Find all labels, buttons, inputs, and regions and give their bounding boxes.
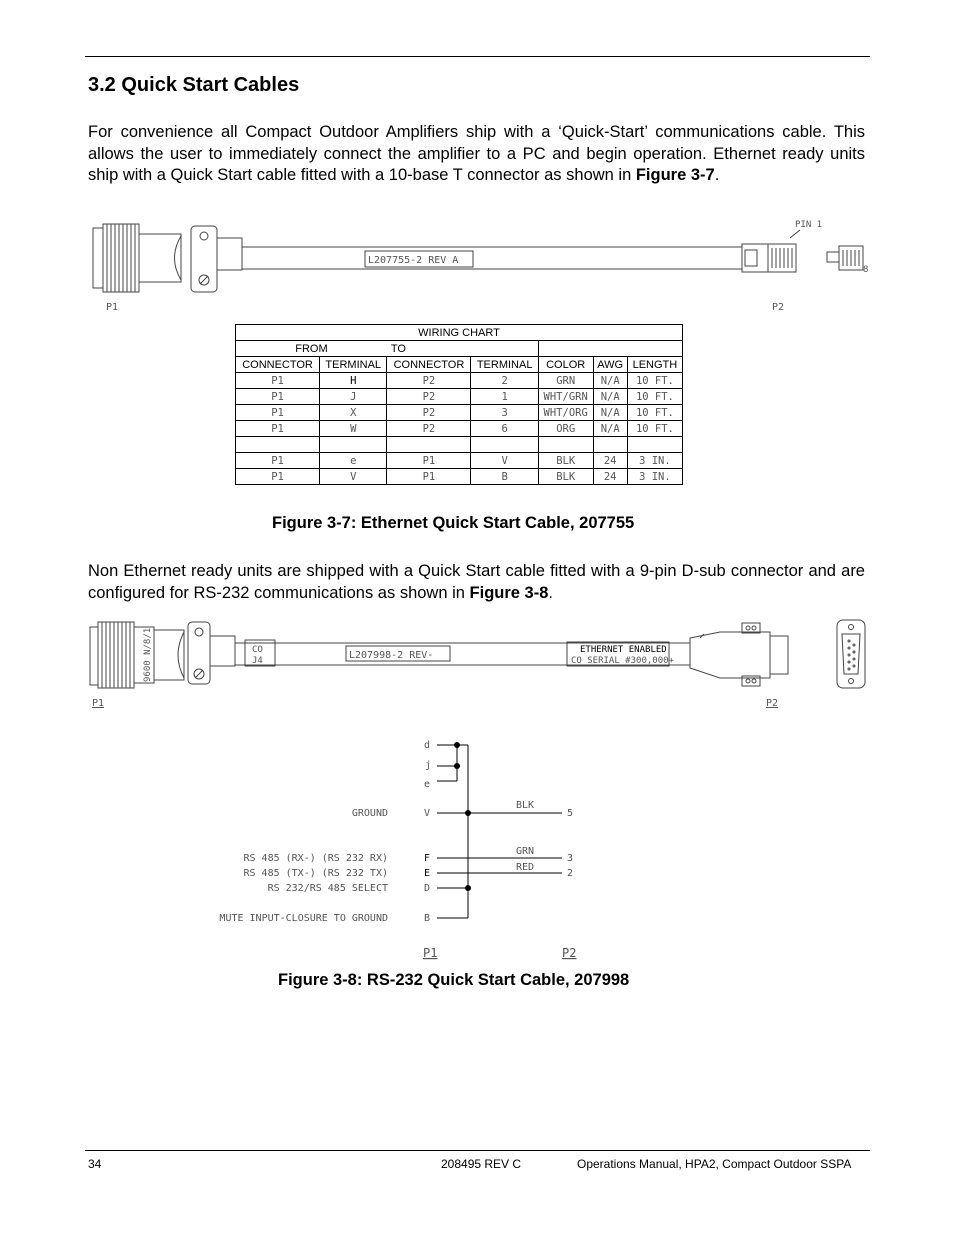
mute-label: MUTE INPUT-CLOSURE TO GROUND [219,913,388,924]
table-cell: 3 [471,405,538,421]
table-cell: N/A [593,421,627,437]
intro-text: For convenience all Compact Outdoor Amplifiers ship with a ‘Quick-Start’ communications cable. This allows the user to immediately connect the amplifier to a PC and begin operation. Ethernet ready units ship with a Quick Start cable fitted with a 10-base T connector as shown in [88,123,865,184]
table-cell: J [320,389,387,405]
figure-3-7-ref: Figure 3-7 [635,166,715,184]
table-cell: 24 [593,453,627,469]
table-cell: H [320,373,387,389]
table-cell: 24 [593,469,627,485]
figure-3-8-ref: Figure 3-8 [469,583,549,602]
table-cell: P2 [387,389,471,405]
table-cell: WHT/GRN [538,389,593,405]
col-header: AWG [593,357,627,373]
table-cell: 10 FT. [627,389,682,405]
table-cell: ORG [538,421,593,437]
schematic-p2-label: P2 [562,946,577,960]
col-header: CONNECTOR [387,357,471,373]
figure-3-7-caption: Figure 3-7: Ethernet Quick Start Cable, 207755 [272,514,635,532]
table-cell: P1 [236,389,320,405]
wire-grn: GRN [516,846,535,857]
rs232-end: . [548,583,553,602]
from-header: FROM [236,341,387,357]
table-cell: P1 [387,453,471,469]
table-cell: V [471,453,538,469]
wiring-chart-title: WIRING CHART [236,325,683,341]
section-title: 3.2 Quick Start Cables [88,74,300,96]
pin-b: B [424,913,431,924]
table-cell: P1 [236,405,320,421]
pin-f: F [424,853,431,864]
table-cell: 10 FT. [627,405,682,421]
table-cell: P1 [236,421,320,437]
p1-label: P1 [106,302,119,313]
intro-end: . [714,166,720,184]
footer-rule [85,1150,870,1151]
table-cell: W [320,421,387,437]
sticker-ethernet: ETHERNET ENABLED [580,645,667,655]
table-cell: V [320,469,387,485]
tag-co: CO [252,645,263,655]
col-header: LENGTH [627,357,682,373]
manual-title: Operations Manual, HPA2, Compact Outdoor SSPA [577,1157,852,1171]
select-label: RS 232/RS 485 SELECT [267,883,388,894]
pin-j: j [425,760,432,771]
figure-3-8-caption: Figure 3-8: RS-232 Quick Start Cable, 207998 [278,971,630,989]
schematic-p1-label: P1 [423,946,438,960]
tag-j4: J4 [252,656,263,666]
table-cell: GRN [538,373,593,389]
pin-e: e [424,779,431,790]
col-header: COLOR [538,357,593,373]
page-number: 34 [88,1157,102,1171]
table-cell: B [471,469,538,485]
table-cell: 2 [471,373,538,389]
p2-label: P2 [772,302,785,313]
table-cell: P2 [387,373,471,389]
p2-label-rs232: P2 [766,698,779,709]
doc-number: 208495 REV C [441,1157,522,1171]
sticker-serial: CO SERIAL #300,000+ [571,656,674,666]
table-cell: P1 [236,373,320,389]
tx-label: RS 485 (TX-) (RS 232 TX) [243,868,388,879]
table-cell: 10 FT. [627,373,682,389]
col-header: CONNECTOR [236,357,320,373]
col-header: TERMINAL [320,357,387,373]
table-cell: BLK [538,453,593,469]
cable-label: L207755-2 REV A [368,255,459,266]
p1-label-rs232: P1 [92,698,105,709]
table-cell: P1 [387,469,471,485]
table-cell: WHT/ORG [538,405,593,421]
pin1-label: PIN 1 [795,220,823,230]
p2-pin-3: 3 [567,853,574,864]
table-cell: 6 [471,421,538,437]
jack-mark: 8 [863,265,869,275]
table-cell: P2 [387,421,471,437]
cable-label-rs232: L207998-2 REV- [349,650,434,661]
rx-label: RS 485 (RX-) (RS 232 RX) [243,853,388,864]
table-cell: 3 IN. [627,469,682,485]
wire-blk: BLK [516,800,535,811]
table-cell: X [320,405,387,421]
table-cell: P1 [236,453,320,469]
table-cell: N/A [593,405,627,421]
table-cell: 3 IN. [627,453,682,469]
rs232-text: Non Ethernet ready units are shipped with a Quick Start cable fitted with a 9-pin D-sub connector and are configured for RS-232 communications as shown in [88,562,865,602]
pin-d-upper: D [424,883,431,894]
p2-pin-2: 2 [567,868,574,879]
table-cell: 1 [471,389,538,405]
pin-v: V [424,808,431,819]
table-cell: N/A [593,389,627,405]
pin-d: d [424,740,431,751]
baud-label: 9600 N/8/1 [143,627,153,682]
pin-e-upper: E [424,868,431,879]
table-cell: P1 [236,469,320,485]
table-cell: BLK [538,469,593,485]
table-cell: P2 [387,405,471,421]
table-cell: e [320,453,387,469]
col-header: TERMINAL [471,357,538,373]
ground-label: GROUND [351,808,388,819]
table-cell: 10 FT. [627,421,682,437]
table-cell: N/A [593,373,627,389]
wire-red: RED [516,862,535,873]
to-header: TO [387,341,538,357]
p2-pin-5: 5 [567,808,574,819]
